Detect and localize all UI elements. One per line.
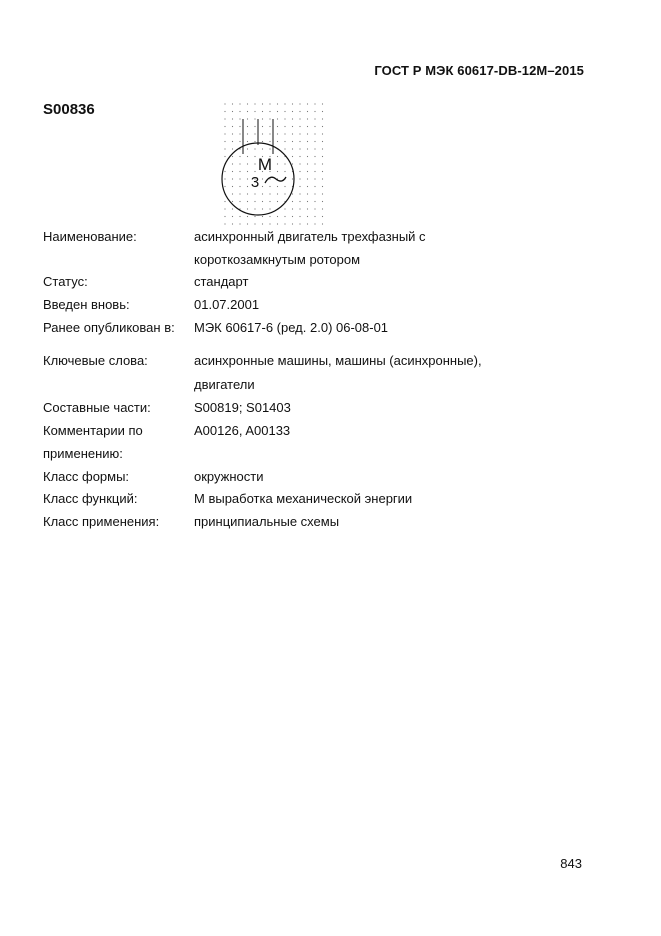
property-value-line: 01.07.2001 bbox=[194, 297, 260, 312]
grid-dot bbox=[292, 178, 293, 179]
grid-dot bbox=[262, 111, 263, 112]
grid-dot bbox=[277, 118, 278, 119]
grid-dot bbox=[239, 216, 240, 217]
grid-dot bbox=[307, 186, 308, 187]
grid-dot bbox=[314, 178, 315, 179]
grid-dot bbox=[277, 103, 278, 104]
grid-dot bbox=[254, 201, 255, 202]
grid-dot bbox=[322, 133, 323, 134]
grid-dot bbox=[239, 193, 240, 194]
grid-dot bbox=[224, 156, 225, 157]
grid-dot bbox=[314, 186, 315, 187]
grid-dot bbox=[299, 208, 300, 209]
grid-dot bbox=[277, 193, 278, 194]
grid-dot bbox=[254, 163, 255, 164]
grid-dot bbox=[314, 126, 315, 127]
grid-dot bbox=[262, 103, 263, 104]
grid-dot bbox=[247, 141, 248, 142]
grid-dot bbox=[269, 201, 270, 202]
grid-dot bbox=[254, 216, 255, 217]
grid-dot bbox=[314, 118, 315, 119]
grid-dot bbox=[284, 216, 285, 217]
grid-dot bbox=[314, 103, 315, 104]
grid-dot bbox=[277, 126, 278, 127]
grid-dot bbox=[322, 103, 323, 104]
grid-dot bbox=[224, 118, 225, 119]
grid-dot bbox=[247, 126, 248, 127]
grid-dot bbox=[284, 193, 285, 194]
grid-dot bbox=[307, 126, 308, 127]
grid-dot bbox=[314, 216, 315, 217]
grid-dot bbox=[254, 111, 255, 112]
grid-dot bbox=[307, 171, 308, 172]
grid-dot bbox=[262, 141, 263, 142]
grid-dot bbox=[284, 163, 285, 164]
grid-dot bbox=[239, 133, 240, 134]
property-label: Наименование: bbox=[43, 229, 137, 244]
grid-dot bbox=[269, 148, 270, 149]
grid-dot bbox=[322, 118, 323, 119]
grid-dot bbox=[322, 216, 323, 217]
grid-dot bbox=[232, 103, 233, 104]
grid-dot bbox=[254, 208, 255, 209]
grid-dot bbox=[284, 126, 285, 127]
grid-dot bbox=[224, 133, 225, 134]
grid-dot bbox=[307, 103, 308, 104]
grid-dot bbox=[322, 178, 323, 179]
grid-dot bbox=[247, 178, 248, 179]
grid-dot bbox=[262, 216, 263, 217]
grid-dot bbox=[262, 193, 263, 194]
grid-dot bbox=[262, 186, 263, 187]
grid-dot bbox=[269, 193, 270, 194]
grid-dot bbox=[292, 156, 293, 157]
grid-dot bbox=[269, 133, 270, 134]
grid-dot bbox=[307, 148, 308, 149]
grid-dot bbox=[224, 126, 225, 127]
grid-dot bbox=[299, 186, 300, 187]
grid-dot bbox=[322, 126, 323, 127]
property-value-line: МЭК 60617-6 (ред. 2.0) 06-08-01 bbox=[194, 320, 389, 335]
property-value-line: M выработка механической энергии bbox=[194, 491, 413, 506]
grid-dot bbox=[269, 178, 270, 179]
property-label: Введен вновь: bbox=[43, 297, 130, 312]
grid-dot bbox=[314, 193, 315, 194]
grid-dot bbox=[299, 156, 300, 157]
grid-dot bbox=[224, 186, 225, 187]
grid-dot bbox=[322, 201, 323, 202]
grid-dot bbox=[322, 156, 323, 157]
grid-dot bbox=[262, 133, 263, 134]
grid-dot bbox=[299, 193, 300, 194]
grid-dot bbox=[232, 156, 233, 157]
grid-dot bbox=[277, 133, 278, 134]
grid-dot bbox=[254, 193, 255, 194]
grid-dot bbox=[284, 103, 285, 104]
grid-dot bbox=[239, 103, 240, 104]
grid-dot bbox=[277, 141, 278, 142]
grid-dot bbox=[307, 193, 308, 194]
grid-dot bbox=[247, 208, 248, 209]
grid-dot bbox=[269, 216, 270, 217]
motor-letter: M bbox=[257, 155, 273, 174]
grid-dot bbox=[254, 103, 255, 104]
symbol-code: S00836 bbox=[43, 101, 95, 118]
grid-dot bbox=[277, 111, 278, 112]
standard-header: ГОСТ Р МЭК 60617-DB-12M–2015 bbox=[374, 63, 584, 78]
grid-dot bbox=[224, 216, 225, 217]
ac-wave-icon bbox=[265, 177, 286, 183]
grid-dot bbox=[307, 208, 308, 209]
property-value-line: принципиальные схемы bbox=[194, 514, 340, 529]
grid-dot bbox=[299, 216, 300, 217]
grid-dot bbox=[314, 133, 315, 134]
grid-dot bbox=[277, 156, 278, 157]
grid-dot bbox=[284, 133, 285, 134]
grid-dot bbox=[247, 186, 248, 187]
grid-dot bbox=[314, 156, 315, 157]
grid-dot bbox=[299, 133, 300, 134]
grid-dot bbox=[299, 171, 300, 172]
grid-dot bbox=[307, 156, 308, 157]
grid-dot bbox=[307, 133, 308, 134]
grid-dot bbox=[269, 111, 270, 112]
grid-dot bbox=[284, 118, 285, 119]
grid-dot bbox=[292, 193, 293, 194]
grid-dot bbox=[269, 103, 270, 104]
grid-dot bbox=[262, 178, 263, 179]
property-value-line: S00819; S01403 bbox=[194, 400, 291, 415]
grid-dot bbox=[322, 186, 323, 187]
grid-dot bbox=[299, 148, 300, 149]
grid-dot bbox=[224, 148, 225, 149]
grid-dot bbox=[232, 133, 233, 134]
grid-dot bbox=[314, 171, 315, 172]
grid-dot bbox=[292, 201, 293, 202]
grid-dot bbox=[269, 126, 270, 127]
grid-dot bbox=[269, 141, 270, 142]
grid-dot bbox=[322, 208, 323, 209]
grid-dot bbox=[299, 111, 300, 112]
grid-dot bbox=[307, 163, 308, 164]
property-value-line: окружности bbox=[194, 469, 264, 484]
grid-dot bbox=[314, 201, 315, 202]
grid-dot bbox=[239, 186, 240, 187]
grid-dot bbox=[322, 193, 323, 194]
grid-dot bbox=[254, 171, 255, 172]
grid-dot bbox=[254, 148, 255, 149]
grid-dot bbox=[292, 216, 293, 217]
grid-dot bbox=[292, 111, 293, 112]
grid-dot bbox=[224, 141, 225, 142]
property-label: применению: bbox=[43, 446, 123, 461]
grid-dot bbox=[284, 111, 285, 112]
grid-dot bbox=[299, 163, 300, 164]
property-label: Класс формы: bbox=[43, 469, 130, 484]
grid-dot bbox=[232, 118, 233, 119]
grid-dot bbox=[307, 216, 308, 217]
grid-dot bbox=[224, 171, 225, 172]
grid-dot bbox=[307, 111, 308, 112]
grid-dot bbox=[224, 178, 225, 179]
grid-dot bbox=[299, 118, 300, 119]
property-value-line: короткозамкнутым ротором bbox=[194, 252, 361, 267]
grid-dot bbox=[292, 163, 293, 164]
grid-dot bbox=[299, 141, 300, 142]
grid-dot bbox=[247, 118, 248, 119]
grid-dot bbox=[262, 148, 263, 149]
grid-dot bbox=[299, 103, 300, 104]
grid-dot bbox=[269, 118, 270, 119]
grid-dot bbox=[307, 118, 308, 119]
grid-dot bbox=[284, 171, 285, 172]
grid-dot bbox=[239, 163, 240, 164]
property-value-line: асинхронные машины, машины (асинхронные), bbox=[194, 353, 482, 368]
grid-dot bbox=[284, 148, 285, 149]
grid-dot bbox=[292, 208, 293, 209]
grid-dot bbox=[254, 118, 255, 119]
property-label: Ранее опубликован в: bbox=[43, 320, 175, 335]
grid-dot bbox=[277, 216, 278, 217]
grid-dot bbox=[232, 178, 233, 179]
grid-dot bbox=[247, 171, 248, 172]
page-number: 843 bbox=[560, 856, 582, 871]
grid-dot bbox=[322, 111, 323, 112]
grid-dot bbox=[232, 126, 233, 127]
grid-dot bbox=[239, 201, 240, 202]
property-label: Класс функций: bbox=[43, 491, 138, 506]
grid-dot bbox=[232, 193, 233, 194]
property-value-line: A00126, A00133 bbox=[194, 423, 291, 438]
property-label: Комментарии по bbox=[43, 423, 143, 438]
property-value-line: двигатели bbox=[194, 377, 255, 392]
grid-dot bbox=[232, 216, 233, 217]
grid-dot bbox=[277, 201, 278, 202]
grid-dot bbox=[224, 111, 225, 112]
phase-count: 3 bbox=[250, 174, 260, 191]
property-label: Класс применения: bbox=[43, 514, 160, 529]
grid-dot bbox=[254, 126, 255, 127]
grid-dot bbox=[292, 148, 293, 149]
grid-dot bbox=[262, 118, 263, 119]
grid-dot bbox=[269, 186, 270, 187]
grid-dot bbox=[277, 186, 278, 187]
property-label: Статус: bbox=[43, 274, 88, 289]
grid-dot bbox=[314, 208, 315, 209]
grid-dot bbox=[292, 103, 293, 104]
grid-dot bbox=[247, 201, 248, 202]
grid-dot bbox=[299, 201, 300, 202]
grid-dot bbox=[247, 156, 248, 157]
three-phase-induction-motor-icon bbox=[220, 99, 330, 229]
grid-dot bbox=[239, 126, 240, 127]
grid-dot bbox=[232, 141, 233, 142]
grid-dot bbox=[284, 208, 285, 209]
grid-dot bbox=[254, 133, 255, 134]
grid-dot bbox=[232, 186, 233, 187]
grid-dot bbox=[239, 141, 240, 142]
grid-dot bbox=[314, 163, 315, 164]
grid-dot bbox=[307, 141, 308, 142]
grid-dot bbox=[322, 163, 323, 164]
grid-dot bbox=[239, 111, 240, 112]
grid-dot bbox=[292, 118, 293, 119]
grid-dot bbox=[224, 201, 225, 202]
grid-dot bbox=[239, 118, 240, 119]
grid-dot bbox=[254, 141, 255, 142]
grid-dot bbox=[232, 208, 233, 209]
grid-dot bbox=[262, 201, 263, 202]
grid-dot bbox=[247, 163, 248, 164]
grid-dot bbox=[307, 178, 308, 179]
grid-dot bbox=[232, 163, 233, 164]
grid-dot bbox=[299, 126, 300, 127]
grid-dot bbox=[284, 186, 285, 187]
property-value-line: асинхронный двигатель трехфазный с bbox=[194, 229, 426, 244]
grid-dot bbox=[307, 201, 308, 202]
grid-dot bbox=[284, 141, 285, 142]
grid-dot bbox=[247, 133, 248, 134]
grid-dot bbox=[254, 156, 255, 157]
grid-dot bbox=[239, 156, 240, 157]
grid-dot bbox=[314, 148, 315, 149]
grid-dot bbox=[247, 193, 248, 194]
grid-dot bbox=[247, 111, 248, 112]
grid-dot bbox=[224, 103, 225, 104]
grid-dot bbox=[247, 103, 248, 104]
dot-grid bbox=[224, 103, 323, 224]
grid-dot bbox=[232, 171, 233, 172]
grid-dot bbox=[247, 216, 248, 217]
grid-dot bbox=[277, 163, 278, 164]
grid-dot bbox=[232, 201, 233, 202]
property-label: Составные части: bbox=[43, 400, 151, 415]
grid-dot bbox=[314, 111, 315, 112]
grid-dot bbox=[239, 178, 240, 179]
grid-dot bbox=[299, 178, 300, 179]
grid-dot bbox=[247, 148, 248, 149]
property-label: Ключевые слова: bbox=[43, 353, 148, 368]
grid-dot bbox=[322, 141, 323, 142]
grid-dot bbox=[322, 148, 323, 149]
grid-dot bbox=[269, 208, 270, 209]
grid-dot bbox=[322, 171, 323, 172]
grid-dot bbox=[232, 148, 233, 149]
grid-dot bbox=[262, 208, 263, 209]
grid-dot bbox=[292, 141, 293, 142]
grid-dot bbox=[224, 208, 225, 209]
grid-dot bbox=[232, 111, 233, 112]
grid-dot bbox=[292, 126, 293, 127]
grid-dot bbox=[262, 126, 263, 127]
grid-dot bbox=[277, 171, 278, 172]
grid-dot bbox=[292, 133, 293, 134]
property-value-line: стандарт bbox=[194, 274, 249, 289]
grid-dot bbox=[239, 171, 240, 172]
grid-dot bbox=[314, 141, 315, 142]
